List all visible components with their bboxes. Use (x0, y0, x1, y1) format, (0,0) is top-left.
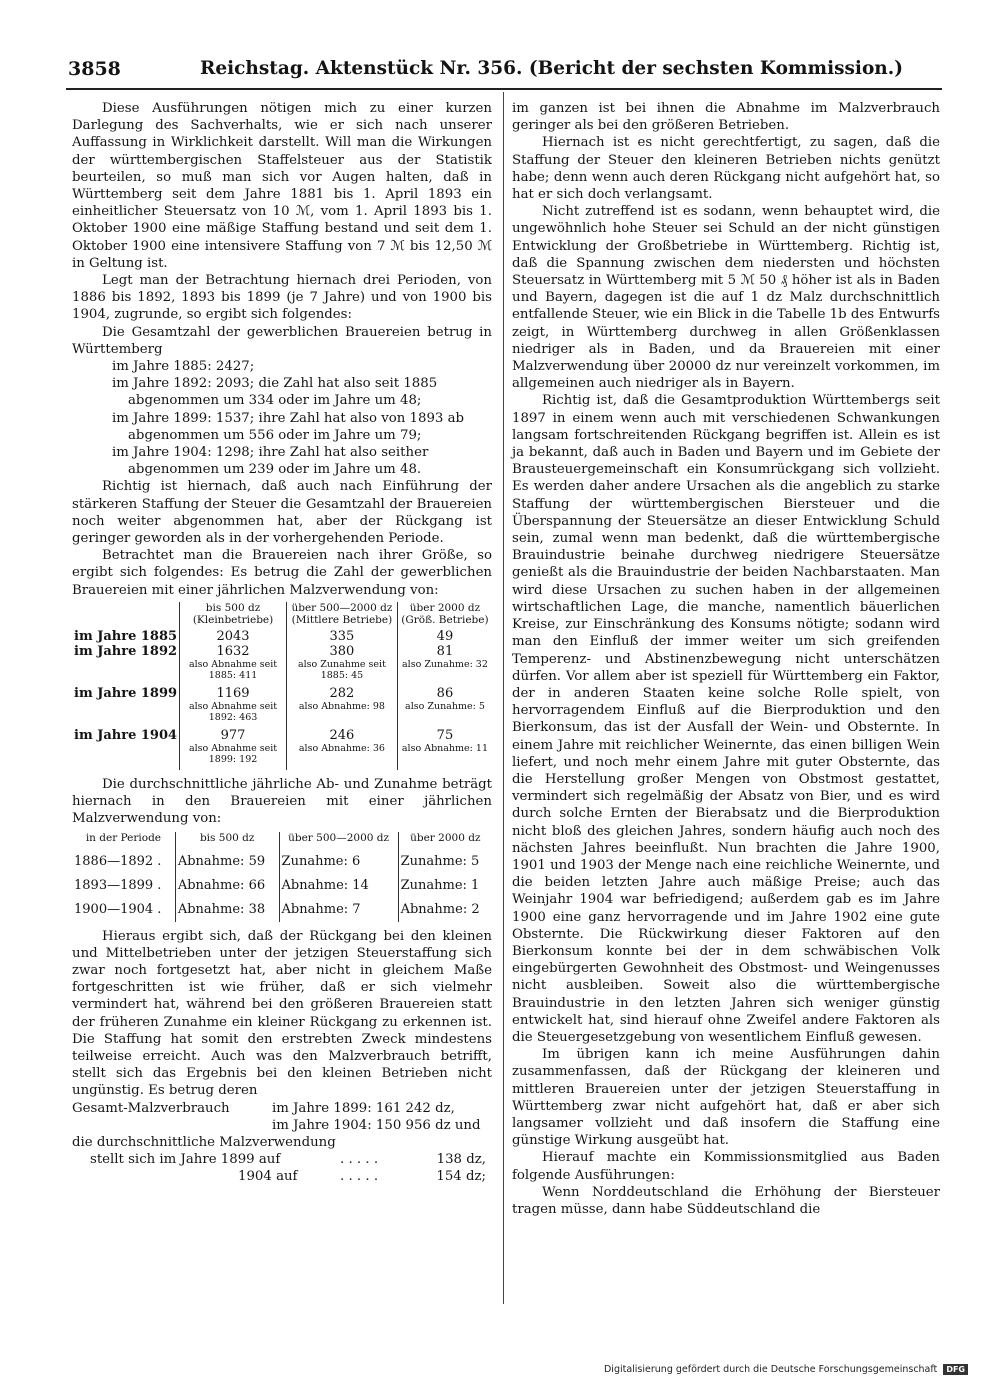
paragraph: im ganzen ist bei ihnen die Abnahme im Malzverbrauch geringer als bei den größeren Betrieben. (512, 101, 940, 134)
consumption-line (72, 1117, 492, 1134)
consumption-value: 138 dz, (436, 1152, 486, 1168)
paragraph: Hiernach ist es nicht gerechtfertigt, zu sagen, daß die Staffung der Steuer den kleineren Betrieben nichts genützt habe; denn wenn auch deren Rückgang nicht aufgehört hat, so hat er sich doch verlangsamt. (512, 135, 940, 203)
brewery-count-list (72, 358, 492, 478)
list-item: im Jahre 1899: 1537; ihre Zahl hat also von 1893 ab abgenommen um 556 oder im Jahre um 79; (112, 410, 465, 443)
row-label: im Jahre 1904 (74, 727, 178, 743)
list-item: im Jahre 1892: 2093; die Zahl hat also seit 1885 abgenommen um 334 oder im Jahre um 48; (112, 376, 438, 409)
consumption-value: 154 dz; (436, 1169, 486, 1185)
row-label: im Jahre 1885 (74, 628, 178, 644)
paragraph: Die Gesamtzahl der gewerblichen Brauereien betrug in Württemberg (72, 324, 492, 357)
table-cell: 977 (180, 728, 287, 743)
column-divider (503, 92, 504, 1304)
consumption-line (72, 1100, 492, 1117)
left-column (72, 100, 492, 1185)
header-rule (66, 88, 942, 90)
dfg-logo-icon: DFG (943, 1364, 968, 1375)
leader-dots: . . . . . (340, 1169, 379, 1185)
table-cell: 2043 (180, 629, 287, 644)
consumption-label: stellt sich im Jahre 1899 auf (90, 1152, 281, 1168)
paragraph: Diese Ausführungen nötigen mich zu einer kurzen Darlegung des Sachverhalts, wie er sich nach unserer Auffassung in Wirklichkeit darstellt. Will man die Wirkungen der württembergischen Staffelsteuer aus der Statistik beurteilen, so muß man sich vor Augen halten, daß in Württemberg seit dem Jahre 1881 bis 1. April 1893 ein einheitlicher Steuersatz von 10 ℳ, vom 1. April 1893 bis 1. Oktober 1900 eine mäßige Staffung bestand und seit dem 1. Oktober 1900 eine intensivere Staffung von 7 ℳ bis 12,50 ℳ in Geltung ist. (72, 101, 492, 271)
consumption-label: die durchschnittliche Malzverwendung (72, 1134, 336, 1150)
paragraph: Hierauf machte ein Kommissionsmitglied aus Baden folgende Ausführungen: (512, 1150, 940, 1183)
consumption-label: 1904 auf (238, 1169, 298, 1185)
table-cell: 75 (397, 728, 492, 743)
table-header-cell: bis 500 dz (Kleinbetriebe) (180, 602, 287, 629)
row-label: im Jahre 1899 (74, 685, 178, 701)
running-title: Reichstag. Aktenstück Nr. 356. (Bericht der sechsten Kommission.) (200, 58, 903, 79)
paragraph: Im übrigen kann ich meine Ausführungen dahin zusammenfassen, daß der Rückgang der kleineren und mittleren Brauereien unter der jetzigen Steuerstaffung in Württemberg zwar nicht aufgehört hat, daß er aber sich langsamer vollzieht und daß insofern die Staffung eine günstige Wirkung ausgeübt hat. (512, 1047, 940, 1149)
table-row (72, 898, 492, 922)
table-header-cell: über 500—2000 dz (Mittlere Betriebe) (286, 602, 397, 629)
table-header-cell: bis 500 dz (175, 832, 279, 850)
table-cell: Abnahme: 66 (175, 874, 279, 898)
row-label: 1893—1899 . (74, 877, 162, 893)
malt-consumption-block (72, 1100, 492, 1186)
leader-dots: . . . . . (340, 1152, 379, 1168)
table-cell: Abnahme: 7 (279, 898, 398, 922)
table-cell (72, 701, 180, 728)
annual-change-table (72, 832, 492, 922)
table-cell: 1169 (180, 686, 287, 701)
consumption-value: im Jahre 1899: 161 242 dz, (272, 1100, 455, 1116)
paragraph: Betrachtet man die Brauereien nach ihrer Größe, so ergibt sich folgendes: Es betrug die Zahl der gewerblichen Brauereien mit einer jährlichen Malzverwendung von: (72, 548, 492, 598)
page-header (68, 58, 948, 90)
table-cell: Zunahme: 1 (398, 874, 492, 898)
table-note: also Abnahme seit 1899: 192 (180, 743, 287, 770)
table-header-cell: über 2000 dz (Größ. Betriebe) (397, 602, 492, 629)
consumption-line (72, 1134, 492, 1151)
table-header-row (72, 832, 492, 850)
right-column (512, 100, 940, 1218)
table-note: also Zunahme: 32 (397, 659, 492, 686)
table-header-row (72, 602, 492, 629)
table-header-cell: in der Periode (85, 831, 162, 844)
consumption-line (72, 1168, 492, 1185)
table-note: also Abnahme: 36 (286, 743, 397, 770)
table-cell: Abnahme: 14 (279, 874, 398, 898)
table-note: also Abnahme seit 1892: 463 (180, 701, 287, 728)
table-cell: 282 (286, 686, 397, 701)
row-label: 1900—1904 . (74, 901, 162, 917)
paragraph: Richtig ist, daß die Gesamtproduktion Württembergs seit 1897 in einem wenn auch mit verschiedenen Schwankungen langsam fortschreitenden Rückgang begriffen ist. Allein es ist ja bekannt, daß auch in Baden und Bayern und im Gebiete der Brausteuergemeinschaft ein Konsumrückgang sich vollzieht. Es werden daher andere Ursachen als die angeblich zu starke Staffung der württembergischen Biersteuer und die Überspannung der Steuersätze an dieser Entwicklung Schuld sein, zumal wenn man bedenkt, daß die württembergische Brauindustrie beinahe durchweg niedrigere Steuersätze genießt als die Brauindustrie der beiden Nachbarstaaten. Man wird diese Ursachen zu suchen haben in der allgemeinen wirtschaftlichen Lage, die manche, namentlich bäuerlichen Kreise, zur Einschränkung des Konsums nötigte; sodann wird man den Einfluß der immer weiter um sich greifenden Temperenz- und Abstinenzbewegung nicht unterschätzen dürfen. Vor allem aber ist speziell für Württemberg ein Faktor, der in anderen Staaten keine solche Rolle spielt, von hervorragendem Einfluß auf die Bierproduktion und den Bierkonsum, das ist der Ausfall der Wein- und Obsternte. In einem Jahre mit reichlicher Weinernte, das einen billigen Wein liefert, und noch mehr einem Jahre mit guter Obsternte, das die Herstellung großer Mengen von Obstmost gestattet, vermindert sich regelmäßig der Absatz von Bier, und es wird durch solche Ernten der Bierabsatz und die Bierproduktion nicht bloß des gleichen Jahres, sondern häufig auch noch des nächsten Jahres beeinflußt. Nun brachten die Jahre 1900, 1901 und 1903 der Menge nach eine reichliche Weinernte, und die beiden letzten Jahre auch mäßige Preise; auch das Weinjahr 1904 war befriedigend; außerdem gab es im Jahre 1900 eine ganz hervorragende und im Jahre 1902 eine gute Obsternte. Die Rückwirkung dieser Faktoren auf den Bierkonsum konnte bei der in dem schwäbischen Volk eingebürgerten Gewohnheit des Obstmost- und Weingenusses nicht ausbleiben. Soweit also die württembergische Brauindustrie in den letzten Jahren sich weniger günstig entwickelt hat, sind hierauf ohne Zweifel andere Faktoren als die Steuergesetzgebung von wesentlichem Einfluß gewesen. (512, 393, 940, 1045)
table-header-cell: über 500—2000 dz (279, 832, 398, 850)
table-row (72, 686, 492, 701)
table-note-row (72, 701, 492, 728)
table-row (72, 728, 492, 743)
table-row (72, 874, 492, 898)
paragraph: Die durchschnittliche jährliche Ab- und Zunahme beträgt hiernach in den Brauereien mit einer jährlichen Malzverwendung von: (72, 776, 492, 827)
row-label: 1886—1892 . (74, 853, 162, 869)
table-cell: Abnahme: 38 (175, 898, 279, 922)
table-cell: 246 (286, 728, 397, 743)
consumption-line (72, 1151, 492, 1168)
table-header-cell (72, 602, 180, 629)
table-cell (72, 743, 180, 770)
list-item: im Jahre 1885: 2427; (112, 359, 255, 375)
table-cell: Abnahme: 2 (398, 898, 492, 922)
page-number: 3858 (68, 58, 121, 80)
table-note: also Abnahme: 98 (286, 701, 397, 728)
table-note-row (72, 659, 492, 686)
table-row (72, 850, 492, 874)
table-cell: 86 (397, 686, 492, 701)
table-note: also Zunahme: 5 (397, 701, 492, 728)
table-row (72, 629, 492, 644)
paragraph: Legt man der Betrachtung hiernach drei Perioden, von 1886 bis 1892, 1893 bis 1899 (je 7 Jahre) und von 1900 bis 1904, zugrunde, so ergibt sich folgendes: (72, 273, 492, 323)
table-cell: Zunahme: 5 (398, 850, 492, 874)
table-cell: 380 (286, 644, 397, 659)
footer-credit (604, 1364, 968, 1375)
table-note-row (72, 743, 492, 770)
list-item: im Jahre 1904: 1298; ihre Zahl hat also seither abgenommen um 239 oder im Jahre um 48. (112, 445, 429, 478)
table-cell: 81 (397, 644, 492, 659)
table-cell: 1632 (180, 644, 287, 659)
table-cell: 49 (397, 629, 492, 644)
table-cell (72, 659, 180, 686)
table-cell: Abnahme: 59 (175, 850, 279, 874)
row-label: im Jahre 1892 (74, 643, 178, 659)
paragraph: Nicht zutreffend ist es sodann, wenn behauptet wird, die ungewöhnlich hohe Steuer sei Schuld an der nicht günstigen Entwicklung der Großbetriebe in Württemberg. Richtig ist, daß die Spannung zwischen dem niedersten und höchsten Steuersatz in Württemberg mit 5 ℳ 50 ₰ höher ist als in Baden und Bayern, dagegen ist die auf 1 dz Malz durchschnittlich entfallende Steuer, wie ein Blick in die Tabelle 1b des Entwurfs zeigt, in Württemberg durchweg in allen Größenklassen niedriger als in Baden, und da Brauereien mit einer Malzverwendung über 20000 dz nur vereinzelt vorkommen, im allgemeinen auch niedriger als in Bayern. (512, 204, 940, 392)
footer-text: Digitalisierung gefördert durch die Deutsche Forschungsgemeinschaft (603, 1364, 938, 1375)
consumption-label: Gesamt-Malzverbrauch (72, 1100, 230, 1116)
table-row (72, 644, 492, 659)
table-note: also Abnahme: 11 (397, 743, 492, 770)
table-note: also Zunahme seit 1885: 45 (286, 659, 397, 686)
table-header-cell: über 2000 dz (398, 832, 492, 850)
paragraph: Richtig ist hiernach, daß auch nach Einführung der stärkeren Staffung der Steuer die Gesamtzahl der Brauereien noch weiter abgenommen hat, aber der Rückgang ist geringer geworden als in der vorhergehenden Periode. (72, 479, 492, 547)
paragraph: Hieraus ergibt sich, daß der Rückgang bei den kleinen und Mittelbetrieben unter der jetzigen Steuerstaffung sich zwar noch fortgesetzt hat, aber nicht in gleichem Maße fortgeschritten ist wie früher, daß er sich vielmehr vermindert hat, während bei den größeren Brauereien statt der früheren Zunahme ein kleiner Rückgang zu erkennen ist. Die Staffung hat somit den erstrebten Zweck mindestens teilweise erreicht. Auch was den Malzverbrauch betrifft, stellt sich das Ergebnis bei den kleinen Betrieben nicht ungünstig. Es betrug deren (72, 928, 492, 1099)
paragraph: Wenn Norddeutschland die Erhöhung der Biersteuer tragen müsse, dann habe Süddeutschland die (512, 1184, 940, 1217)
brewery-size-table (72, 602, 492, 770)
table-cell: 335 (286, 629, 397, 644)
table-note: also Abnahme seit 1885: 411 (180, 659, 287, 686)
table-cell: Zunahme: 6 (279, 850, 398, 874)
consumption-value: im Jahre 1904: 150 956 dz und (272, 1117, 481, 1133)
